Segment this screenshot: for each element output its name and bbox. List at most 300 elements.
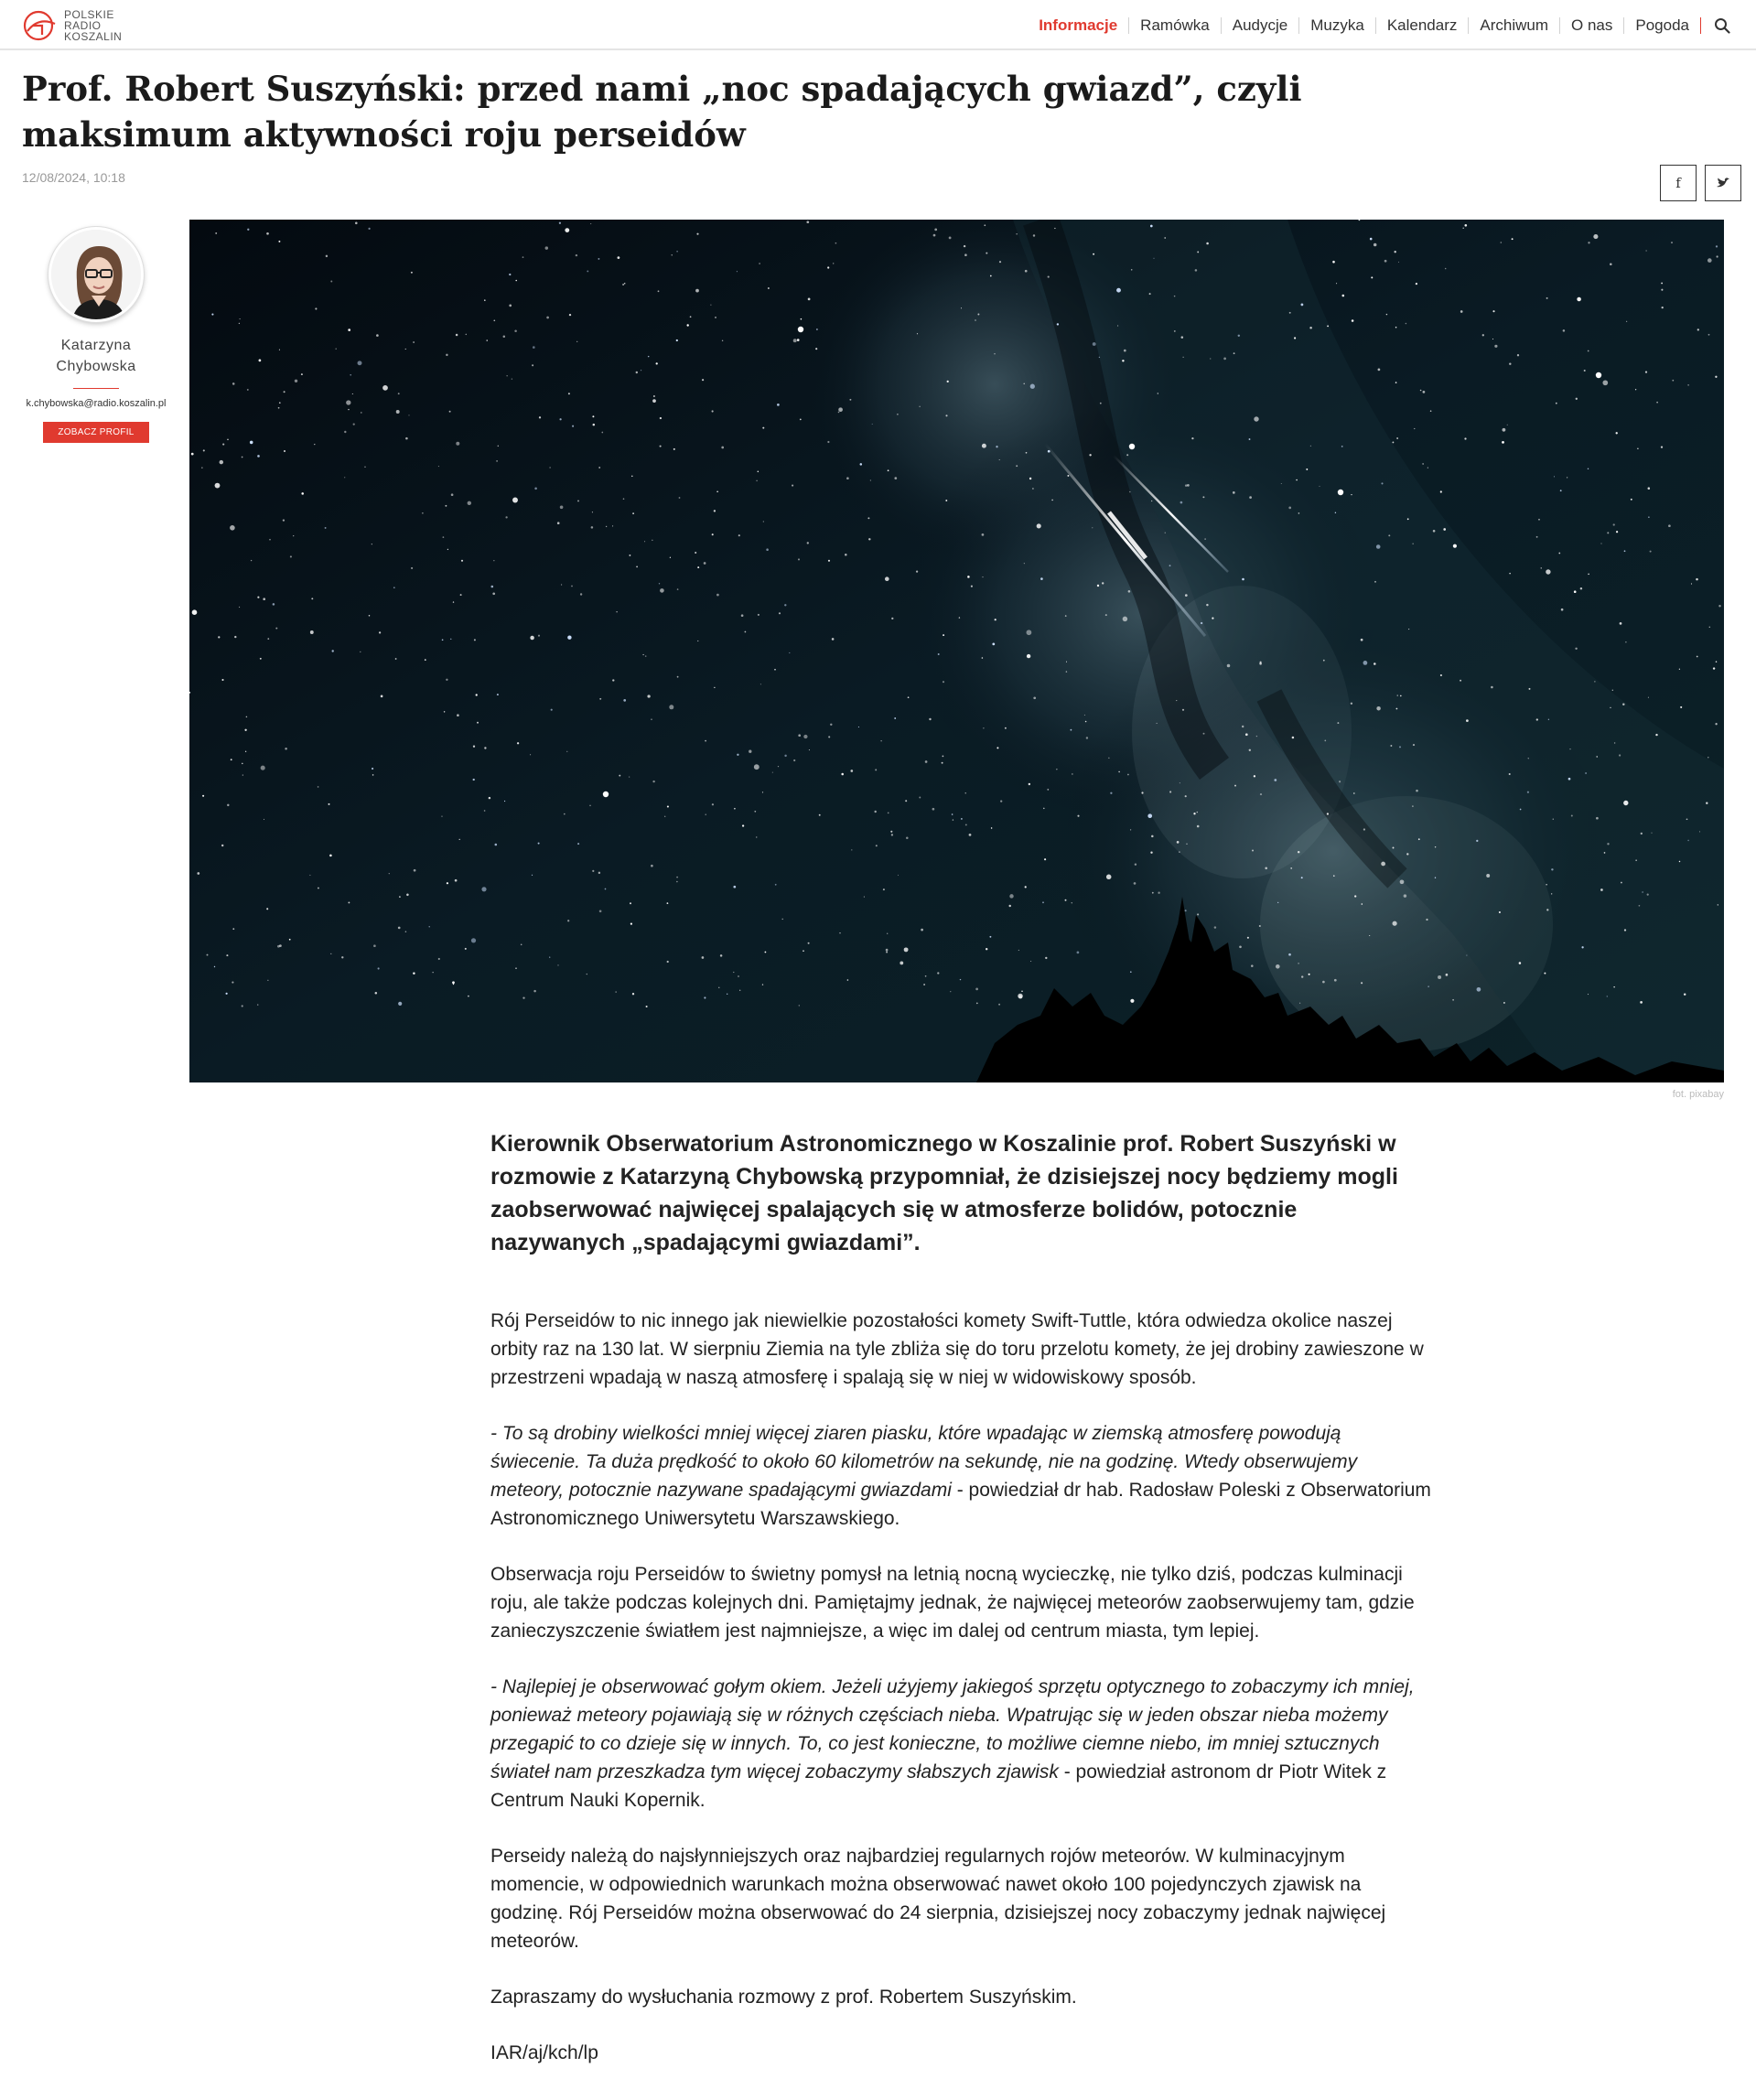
author-email-link[interactable]: k.chybowska@radio.koszalin.pl bbox=[26, 398, 167, 409]
star bbox=[891, 834, 893, 835]
star bbox=[564, 813, 566, 815]
star bbox=[433, 972, 434, 973]
star bbox=[1027, 654, 1030, 658]
star bbox=[1238, 335, 1240, 337]
star bbox=[704, 562, 706, 565]
star bbox=[774, 669, 776, 671]
star bbox=[460, 594, 462, 596]
star bbox=[489, 797, 490, 799]
star bbox=[240, 318, 241, 319]
star bbox=[934, 229, 937, 232]
star bbox=[1352, 319, 1354, 322]
star bbox=[492, 592, 495, 595]
star bbox=[191, 453, 194, 456]
star bbox=[471, 938, 476, 942]
star bbox=[1399, 746, 1401, 748]
star bbox=[461, 560, 463, 562]
star bbox=[952, 813, 953, 815]
star bbox=[1276, 964, 1280, 969]
star bbox=[1342, 295, 1345, 297]
quote-witek: - Najlepiej je obserwować gołym okiem. Jeżeli użyjemy jakiegoś sprzętu optycznego to zobaczymy ich mniej, ponieważ meteory pojawiają się w różnych częściach nieba. Wpatrując się w jeden obszar nieba możemy przegapić to co dzieje się w innych. To, co jest konieczne, to możliwe ciemne niebo, im mniej sztucznych świateł nam przeszkadza tym więcej zobaczymy słabszych zjawisk bbox=[490, 1676, 1415, 1782]
star bbox=[601, 432, 603, 434]
article-lead: Kierownik Obserwatorium Astronomicznego w Koszalinie prof. Robert Suszyński w rozmowie z Katarzyną Chybowską przypomniał, że dzisiejszej nocy będziemy mogli zaobserwować najwięcej spalających się w atmosferze bolidów, potocznie nazywanych „spadającymi gwiazdami”. bbox=[490, 1131, 1398, 1255]
star bbox=[1048, 276, 1050, 278]
star bbox=[278, 407, 280, 409]
star bbox=[947, 381, 949, 382]
star bbox=[1661, 289, 1663, 291]
star bbox=[1635, 389, 1636, 390]
star bbox=[577, 500, 579, 501]
star bbox=[1637, 447, 1639, 449]
star bbox=[888, 813, 889, 814]
star bbox=[1247, 937, 1249, 939]
paragraph-6: Zapraszamy do wysłuchania rozmowy z prof. Robertem Suszyńskim. bbox=[490, 1987, 1077, 2008]
nav-informacje[interactable]: Informacje bbox=[1028, 17, 1129, 34]
star bbox=[618, 256, 620, 259]
star bbox=[1519, 962, 1522, 964]
star bbox=[1249, 749, 1251, 751]
star bbox=[772, 772, 773, 773]
star bbox=[1554, 476, 1555, 477]
star bbox=[1251, 964, 1254, 967]
star bbox=[332, 650, 334, 652]
star bbox=[1362, 903, 1363, 905]
star bbox=[676, 877, 678, 878]
star bbox=[1416, 790, 1418, 792]
star bbox=[652, 399, 656, 403]
star bbox=[1147, 813, 1152, 818]
paragraph-1: Rój Perseidów to nic innego jak niewielkie pozostałości komety Swift-Tuttle, która odwiedza okolice naszej orbity raz na 130 lat. W sierpniu Ziemia na tyle zbliża się do toru przelotu komety, że jej drobiny zawieszone w przestrzeni wpadają w naszą atmosferę i spalają się w niej w widowiskowy sposób. bbox=[490, 1310, 1424, 1388]
author-avatar[interactable] bbox=[48, 227, 144, 322]
star bbox=[398, 1002, 402, 1006]
star bbox=[977, 314, 979, 316]
star bbox=[1249, 496, 1252, 499]
star bbox=[644, 541, 645, 542]
star bbox=[1588, 574, 1589, 576]
star bbox=[1108, 758, 1109, 759]
star bbox=[1327, 326, 1329, 328]
star bbox=[1462, 228, 1464, 230]
star bbox=[919, 406, 920, 407]
star bbox=[697, 566, 699, 568]
star bbox=[1021, 990, 1023, 992]
star bbox=[1645, 372, 1647, 373]
star bbox=[599, 698, 601, 700]
star bbox=[718, 987, 719, 988]
star bbox=[765, 952, 767, 953]
star bbox=[1259, 925, 1261, 927]
star bbox=[315, 307, 317, 309]
star bbox=[925, 760, 928, 763]
nav-kalendarz[interactable]: Kalendarz bbox=[1376, 17, 1470, 34]
star bbox=[1706, 802, 1708, 804]
star bbox=[1130, 829, 1131, 830]
article-body bbox=[490, 1127, 1433, 2067]
star bbox=[1486, 874, 1490, 878]
star bbox=[1679, 861, 1680, 862]
star bbox=[493, 560, 494, 561]
star bbox=[214, 966, 215, 967]
star bbox=[1370, 238, 1373, 241]
star bbox=[378, 967, 380, 969]
star bbox=[551, 709, 553, 711]
star bbox=[468, 501, 471, 505]
star bbox=[606, 526, 607, 527]
star bbox=[372, 768, 373, 770]
star bbox=[1309, 974, 1310, 975]
star bbox=[1420, 390, 1422, 392]
star bbox=[1164, 237, 1166, 239]
star bbox=[632, 512, 634, 514]
star bbox=[1150, 225, 1153, 228]
star bbox=[273, 603, 275, 606]
star bbox=[1588, 468, 1589, 469]
star bbox=[916, 570, 918, 572]
nav-pogoda[interactable]: Pogoda bbox=[1624, 17, 1701, 34]
star bbox=[1464, 437, 1466, 439]
star bbox=[932, 808, 935, 811]
star bbox=[1319, 486, 1320, 487]
star bbox=[545, 246, 548, 249]
star bbox=[676, 251, 678, 253]
author-name[interactable] bbox=[9, 335, 183, 377]
star bbox=[976, 1003, 978, 1005]
star bbox=[1185, 910, 1187, 911]
star bbox=[1327, 813, 1329, 814]
star bbox=[1301, 304, 1304, 307]
star bbox=[778, 766, 779, 767]
star bbox=[1696, 578, 1698, 581]
logo-line-1: POLSKIE bbox=[64, 8, 114, 21]
star bbox=[1648, 697, 1649, 698]
star bbox=[1551, 893, 1552, 894]
star bbox=[1027, 630, 1032, 635]
star bbox=[325, 527, 327, 529]
star bbox=[864, 897, 865, 898]
star bbox=[530, 636, 533, 640]
star bbox=[344, 431, 346, 433]
star bbox=[532, 364, 533, 366]
star bbox=[1150, 852, 1152, 854]
star bbox=[651, 719, 652, 720]
star bbox=[242, 1005, 243, 1007]
star bbox=[591, 526, 594, 529]
twitter-icon bbox=[1716, 177, 1730, 189]
star bbox=[507, 375, 508, 376]
star bbox=[1642, 891, 1643, 893]
star bbox=[660, 417, 662, 419]
site-logo[interactable] bbox=[20, 7, 122, 44]
nav-muzyka[interactable]: Muzyka bbox=[1299, 17, 1376, 34]
star bbox=[445, 505, 447, 507]
star bbox=[1008, 905, 1010, 907]
star bbox=[1390, 745, 1392, 747]
star bbox=[937, 972, 939, 974]
star bbox=[1687, 840, 1689, 842]
star bbox=[660, 588, 664, 593]
star bbox=[1310, 446, 1311, 447]
star bbox=[1056, 769, 1057, 770]
star bbox=[231, 759, 232, 760]
star bbox=[473, 779, 475, 781]
star bbox=[1030, 961, 1031, 962]
star bbox=[1563, 329, 1566, 332]
bright-star bbox=[603, 792, 609, 797]
star bbox=[808, 942, 810, 944]
star bbox=[1494, 345, 1497, 348]
star bbox=[348, 901, 350, 903]
star bbox=[1288, 953, 1291, 956]
star bbox=[533, 346, 535, 349]
star bbox=[1047, 789, 1049, 791]
star bbox=[676, 881, 678, 883]
star bbox=[1134, 882, 1137, 885]
star bbox=[872, 424, 873, 425]
star bbox=[1067, 475, 1069, 477]
star bbox=[876, 845, 878, 846]
star bbox=[672, 254, 673, 255]
star bbox=[1065, 615, 1067, 617]
star bbox=[1623, 801, 1628, 805]
star bbox=[1647, 894, 1649, 896]
nav-ramowka[interactable]: Ramówka bbox=[1129, 17, 1222, 34]
star bbox=[559, 222, 561, 224]
star bbox=[827, 266, 829, 268]
star bbox=[220, 460, 223, 464]
star bbox=[1639, 905, 1641, 907]
star bbox=[1717, 255, 1718, 257]
star bbox=[1400, 695, 1402, 697]
star bbox=[576, 341, 577, 342]
star bbox=[335, 348, 336, 349]
star bbox=[714, 510, 716, 512]
star bbox=[1715, 376, 1717, 378]
main-nav bbox=[1028, 0, 1736, 50]
star bbox=[1697, 328, 1699, 330]
star bbox=[667, 902, 669, 904]
star bbox=[1388, 534, 1390, 536]
bright-star bbox=[1338, 490, 1343, 495]
star bbox=[1033, 696, 1036, 699]
star bbox=[702, 956, 705, 959]
star bbox=[612, 679, 614, 681]
star bbox=[1527, 792, 1529, 793]
star bbox=[994, 353, 995, 354]
star bbox=[929, 718, 931, 720]
star bbox=[1025, 886, 1027, 888]
star bbox=[1584, 370, 1586, 372]
star bbox=[245, 751, 246, 752]
star bbox=[1613, 523, 1615, 525]
star bbox=[1043, 808, 1045, 810]
star bbox=[1351, 494, 1352, 495]
star bbox=[207, 954, 209, 956]
star bbox=[457, 714, 459, 716]
star bbox=[1620, 622, 1622, 625]
star bbox=[1309, 327, 1312, 329]
magnifier-icon bbox=[1714, 17, 1730, 34]
star bbox=[1648, 517, 1649, 518]
star bbox=[429, 926, 430, 927]
star bbox=[1333, 875, 1335, 877]
star bbox=[348, 409, 349, 410]
star bbox=[577, 843, 579, 845]
star bbox=[568, 393, 570, 394]
star bbox=[1512, 238, 1514, 240]
star bbox=[1408, 629, 1409, 630]
star bbox=[476, 694, 478, 695]
star bbox=[1185, 594, 1188, 597]
star bbox=[845, 554, 847, 556]
star bbox=[230, 525, 235, 531]
star bbox=[943, 681, 944, 683]
star bbox=[945, 415, 947, 416]
star bbox=[975, 988, 978, 991]
star bbox=[995, 619, 997, 620]
star bbox=[1536, 718, 1538, 720]
star bbox=[1197, 825, 1200, 828]
star bbox=[534, 488, 537, 490]
star bbox=[1037, 523, 1041, 528]
star bbox=[1158, 892, 1159, 894]
star bbox=[267, 638, 269, 640]
star bbox=[1393, 847, 1395, 849]
star bbox=[598, 258, 599, 260]
star bbox=[1538, 519, 1540, 521]
star bbox=[1351, 703, 1352, 705]
star bbox=[413, 973, 415, 975]
star bbox=[1460, 680, 1461, 682]
view-profile-button[interactable]: ZOBACZ PROFIL bbox=[43, 422, 148, 443]
article-title: Prof. Robert Suszyński: przed nami „noc spadających gwiazd”, czyli maksimum aktywności roju perseidów bbox=[22, 69, 1302, 155]
star bbox=[522, 996, 524, 998]
star bbox=[1301, 975, 1303, 977]
star bbox=[1290, 867, 1292, 869]
star bbox=[1234, 352, 1235, 354]
star bbox=[1443, 528, 1446, 531]
star bbox=[1197, 251, 1199, 253]
nav-audycje[interactable]: Audycje bbox=[1222, 17, 1299, 34]
star bbox=[1118, 771, 1119, 772]
star bbox=[630, 902, 631, 904]
star bbox=[1614, 742, 1615, 743]
star bbox=[598, 467, 600, 468]
star bbox=[738, 534, 740, 536]
star bbox=[221, 679, 223, 681]
star bbox=[1612, 690, 1613, 691]
star bbox=[1042, 901, 1044, 903]
star bbox=[982, 657, 984, 659]
star bbox=[301, 373, 303, 375]
star bbox=[1672, 380, 1674, 382]
star bbox=[1051, 500, 1053, 501]
star bbox=[1306, 468, 1308, 470]
star bbox=[1708, 258, 1712, 263]
star bbox=[1561, 608, 1564, 611]
star bbox=[1671, 242, 1673, 243]
star bbox=[1201, 622, 1202, 624]
star bbox=[1202, 496, 1204, 498]
star bbox=[413, 341, 415, 343]
author-divider bbox=[73, 388, 119, 389]
star bbox=[277, 945, 280, 948]
star bbox=[1406, 323, 1407, 325]
star bbox=[793, 759, 795, 761]
star bbox=[389, 873, 390, 874]
star bbox=[566, 751, 567, 752]
star bbox=[1374, 243, 1377, 247]
star bbox=[885, 576, 889, 581]
nav-archiwum[interactable]: Archiwum bbox=[1469, 17, 1560, 34]
star bbox=[1077, 815, 1079, 817]
top-header bbox=[0, 0, 1756, 50]
star bbox=[1169, 565, 1171, 566]
paragraph-7: IAR/aj/kch/lp bbox=[490, 2042, 598, 2063]
star bbox=[369, 615, 371, 617]
star bbox=[782, 919, 783, 920]
star bbox=[676, 339, 678, 341]
star bbox=[1299, 1003, 1300, 1004]
search-icon[interactable] bbox=[1708, 12, 1736, 39]
star bbox=[1400, 879, 1405, 884]
star bbox=[310, 630, 314, 634]
star bbox=[592, 870, 594, 872]
star bbox=[364, 466, 366, 468]
star bbox=[263, 598, 265, 600]
star bbox=[1210, 358, 1211, 359]
star bbox=[251, 560, 252, 561]
star bbox=[819, 814, 821, 816]
star bbox=[398, 393, 400, 394]
star bbox=[965, 824, 967, 825]
star bbox=[1092, 527, 1093, 528]
star bbox=[1588, 994, 1589, 995]
star bbox=[838, 407, 843, 412]
star bbox=[721, 447, 724, 449]
nav-o-nas[interactable]: O nas bbox=[1560, 17, 1624, 34]
star bbox=[215, 232, 217, 234]
star bbox=[1509, 573, 1510, 574]
logo-line-3: KOSZALIN bbox=[64, 30, 123, 43]
star bbox=[670, 557, 671, 558]
star bbox=[1651, 833, 1652, 834]
star bbox=[239, 323, 240, 324]
star bbox=[712, 410, 714, 412]
star bbox=[1123, 617, 1128, 622]
star bbox=[1324, 740, 1326, 742]
star bbox=[1141, 792, 1143, 793]
star bbox=[1503, 428, 1506, 432]
star bbox=[438, 466, 439, 467]
share-facebook-button[interactable] bbox=[1660, 165, 1697, 201]
star bbox=[1593, 234, 1598, 239]
star bbox=[260, 658, 262, 660]
star bbox=[1464, 224, 1467, 227]
star bbox=[314, 444, 315, 445]
star bbox=[677, 588, 679, 590]
star bbox=[1181, 336, 1184, 339]
star bbox=[530, 754, 531, 755]
star bbox=[623, 699, 626, 702]
star bbox=[405, 349, 406, 350]
star bbox=[329, 803, 330, 805]
star bbox=[959, 617, 960, 618]
star bbox=[1684, 993, 1686, 995]
star bbox=[330, 953, 331, 954]
star bbox=[1381, 862, 1385, 867]
share-twitter-button[interactable] bbox=[1705, 165, 1741, 201]
star bbox=[830, 724, 832, 726]
